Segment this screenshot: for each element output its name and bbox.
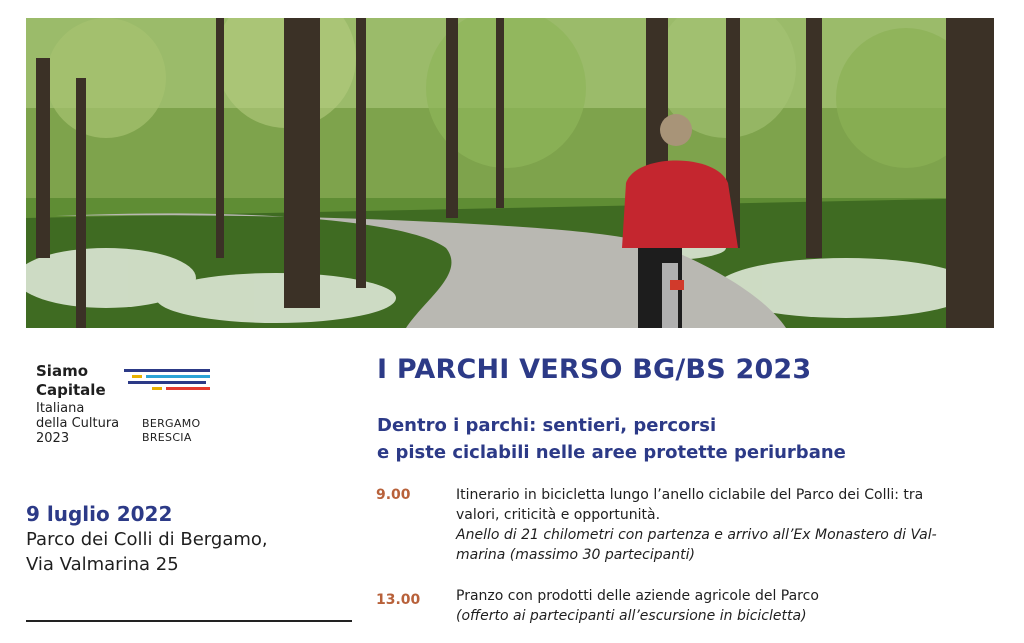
hero-photo	[26, 18, 994, 328]
schedule-desc-line: valori, criticità e opportunità.	[456, 507, 661, 523]
event-venue-line2: Via Valmarina 25	[26, 554, 179, 575]
schedule-desc-line: Itinerario in bicicletta lungo l’anello ciclabile del Parco dei Colli: tra	[456, 487, 924, 503]
schedule-time: 13.00	[376, 592, 421, 608]
logo-line-siamo: Siamo	[36, 362, 89, 380]
schedule-note-line: Anello di 21 chilometri con partenza e arrivo all’Ex Monastero di Val-	[456, 527, 937, 543]
event-date: 9 luglio 2022	[26, 502, 173, 526]
schedule-note-line: marina (massimo 30 partecipanti)	[456, 547, 695, 563]
logo-line-della-cultura: della Cultura	[36, 416, 120, 431]
schedule-desc-line: Pranzo con prodotti delle aziende agricole del Parco	[456, 588, 819, 604]
logo-line-capitale: Capitale	[36, 381, 106, 399]
logo-city-brescia: BRESCIA	[142, 431, 192, 444]
subtitle-line1: Dentro i parchi: sentieri, percorsi	[377, 415, 717, 436]
subtitle-line2: e piste ciclabili nelle aree protette periurbane	[377, 442, 846, 463]
page-title: I PARCHI VERSO BG/BS 2023	[377, 354, 812, 385]
logo-line-year: 2023	[36, 431, 70, 446]
event-venue-line1: Parco dei Colli di Bergamo,	[26, 529, 268, 550]
logo-city-bergamo: BERGAMO	[142, 417, 201, 430]
schedule-time: 9.00	[376, 487, 411, 503]
logo-stripes-icon	[124, 369, 214, 391]
schedule-note-line: (offerto ai partecipanti all’escursione in bicicletta)	[456, 608, 807, 624]
logo-line-italiana: Italiana	[36, 401, 85, 416]
capitale-cultura-logo	[36, 362, 236, 452]
divider-line	[26, 620, 352, 622]
